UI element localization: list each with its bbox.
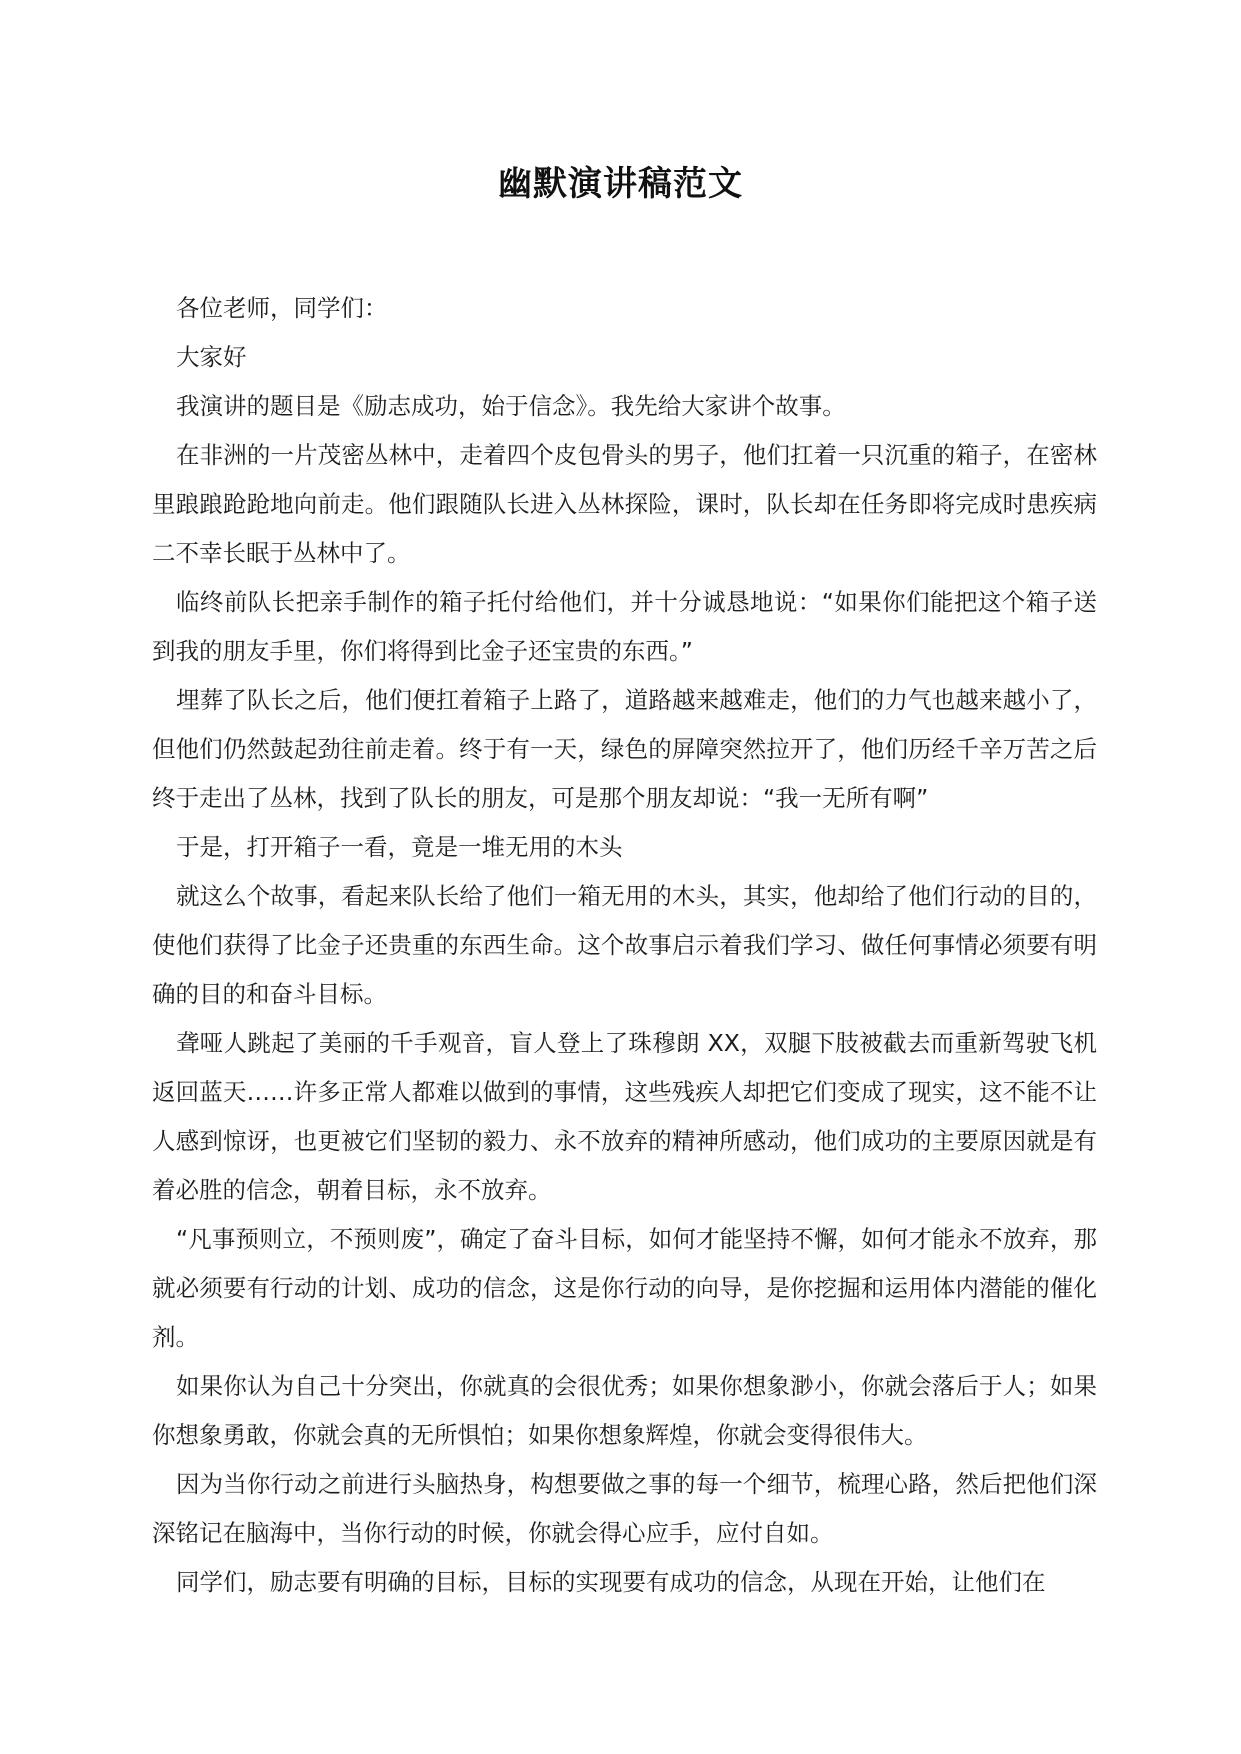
paragraph-warmup: 因为当你行动之前进行头脑热身，构想要做之事的每一个细节，梳理心路，然后把他们深深铭记在脑海中，当你行动的时候，你就会得心应手，应付自如。 [152, 1470, 1097, 1547]
document-body [152, 284, 1097, 1607]
paragraph-imagine: 如果你认为自己十分突出，你就真的会很优秀；如果你想象渺小，你就会落后于人；如果你想象勇敢，你就会真的无所惧怕；如果你想象辉煌，你就会变得很伟大。 [152, 1372, 1097, 1449]
paragraph-story-captain: 临终前队长把亲手制作的箱子托付给他们，并十分诚恳地说：“如果你们能把这个箱子送到我的朋友手里，你们将得到比金子还宝贵的东西。” [152, 588, 1097, 665]
paragraph-story-box: 于是，打开箱子一看，竟是一堆无用的木头 [176, 833, 623, 861]
paragraph-topic: 我演讲的题目是《励志成功，始于信念》。我先给大家讲个故事。 [176, 392, 846, 420]
paragraph-disabled-examples: 聋哑人跳起了美丽的千手观音，盲人登上了珠穆朗 XX，双腿下肢被截去而重新驾驶飞机返回蓝天……许多正常人都难以做到的事情，这些残疾人却把它们变成了现实，这不能不让人感到惊讶，也更被它们坚韧的毅力、永不放弃的精神所感动，他们成功的主要原因就是有着必胜的信念，朝着目标，永不放弃。 [152, 1029, 1097, 1204]
paragraph-story-journey: 埋葬了队长之后，他们便扛着箱子上路了，道路越来越难走，他们的力气也越来越小了，但他们仍然鼓起劲往前走着。终于有一天，绿色的屏障突然拉开了，他们历经千辛万苦之后终于走出了丛林，找到了队长的朋友，可是那个朋友却说：“我一无所有啊” [152, 686, 1097, 812]
paragraph-story-meaning: 就这么个故事，看起来队长给了他们一箱无用的木头，其实，他却给了他们行动的目的，使他们获得了比金子还贵重的东西生命。这个故事启示着我们学习、做任何事情必须要有明确的目的和奋斗目标。 [152, 882, 1097, 1008]
paragraph-story-jungle: 在非洲的一片茂密丛林中，走着四个皮包骨头的男子，他们扛着一只沉重的箱子，在密林里踉踉跄跄地向前走。他们跟随队长进入丛林探险，课时，队长却在任务即将完成时患疾病二不幸长眠于丛林中了。 [152, 441, 1097, 567]
paragraph-hello: 大家好 [176, 343, 247, 371]
document-title: 幽默演讲稿范文 [498, 164, 743, 204]
paragraph-greeting: 各位老师，同学们： [176, 294, 388, 322]
paragraph-closing: 同学们，励志要有明确的目标，目标的实现要有成功的信念，从现在开始，让他们在 [176, 1568, 1046, 1596]
paragraph-plan: “凡事预则立，不预则废”，确定了奋斗目标，如何才能坚持不懈，如何才能永不放弃，那就必须要有行动的计划、成功的信念，这是你行动的向导，是你挖掘和运用体内潜能的催化剂。 [152, 1225, 1097, 1351]
